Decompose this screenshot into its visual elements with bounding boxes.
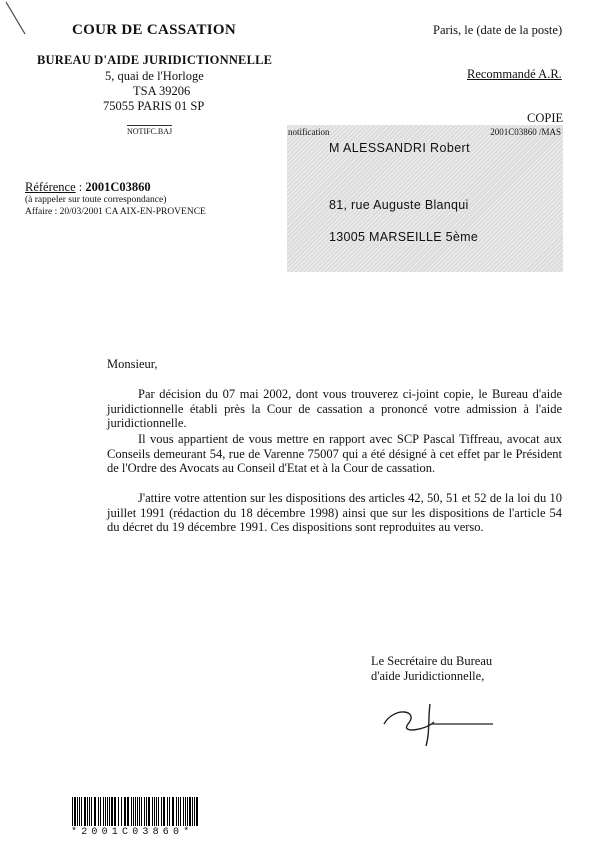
barcode-bar — [100, 797, 101, 826]
barcode-bar — [133, 797, 134, 826]
city-date: Paris, le (date de la poste) — [433, 23, 563, 37]
salutation: Monsieur, — [107, 357, 158, 371]
barcode-bar — [178, 797, 179, 826]
barcode-bar — [84, 797, 86, 826]
barcode-bar — [196, 797, 198, 826]
barcode-bar — [135, 797, 136, 826]
barcode-bar — [109, 797, 110, 826]
barcode-bar — [172, 797, 174, 826]
bureau-address-line1: 5, quai de l'Horloge — [105, 69, 204, 83]
signatory-title-line2: d'aide Juridictionnelle, — [371, 669, 485, 683]
barcode-bar — [103, 797, 104, 826]
address-box-label: notification — [288, 127, 330, 137]
barcode-bar — [137, 797, 138, 826]
barcode-bar — [183, 797, 184, 826]
recipient-address-box — [287, 125, 563, 272]
barcode-bar — [152, 797, 153, 826]
registered-mail-label: Recommandé A.R. — [467, 67, 562, 81]
barcode-bar — [161, 797, 162, 826]
barcode-bar — [141, 797, 142, 826]
barcode-bar — [154, 797, 155, 826]
barcode-bar — [163, 797, 165, 826]
reference-number: 2001C03860 — [85, 180, 151, 194]
court-name: COUR DE CASSATION — [72, 22, 237, 38]
reference-line — [25, 180, 151, 195]
barcode-bar — [79, 797, 80, 826]
reference-label: Référence — [25, 180, 76, 194]
barcode-bar — [121, 797, 122, 826]
reference-separator: : — [75, 180, 86, 194]
barcode-bar — [156, 797, 157, 826]
copy-label: COPIE — [527, 111, 564, 125]
barcode-bar — [94, 797, 96, 826]
address-box-reference: 2001C03860 /MAS — [490, 127, 561, 137]
barcode-bar — [124, 797, 126, 826]
barcode-bar — [81, 797, 82, 826]
case-line: Affaire : 20/03/2001 CA AIX-EN-PROVENCE — [25, 207, 206, 217]
barcode-bar — [87, 797, 88, 826]
barcode-bar — [187, 797, 188, 826]
barcode-bar — [114, 797, 116, 826]
recipient-street: 81, rue Auguste Blanqui — [329, 198, 469, 212]
letter-paragraph-2: Il vous appartient de vous mettre en rapport avec SCP Pascal Tiffreau, avocat aux Conseils demeurant 54, rue de Varenne 75007 qui a été désigné à cet effet par le Président de l'Ordre des Avocats au Conseil d'Etat et à la Cour de cassation. — [107, 432, 562, 476]
barcode-bar — [77, 797, 78, 826]
barcode-bar — [127, 797, 129, 826]
barcode-bar — [107, 797, 108, 826]
barcode-bar — [131, 797, 132, 826]
bureau-address-line3: 75055 PARIS 01 SP — [103, 99, 205, 113]
signatory-title — [371, 654, 492, 684]
barcode-bar — [167, 797, 168, 826]
barcode-bar — [111, 797, 113, 826]
recipient-city: 13005 MARSEILLE 5ème — [329, 230, 479, 244]
barcode-bar — [185, 797, 186, 826]
barcode-bar — [192, 797, 193, 826]
barcode-bar — [105, 797, 106, 826]
barcode-bar — [118, 797, 119, 826]
notification-code: NOTIFC.BAJ — [127, 127, 173, 136]
letter-paragraph-1: Par décision du 07 mai 2002, dont vous trouverez ci-joint copie, le Bureau d'aide juridictionnelle établi près la Cour de cassation a prononcé votre admission à l'aide juridictionnelle. — [107, 387, 562, 431]
reference-note: (à rappeler sur toute correspondance) — [25, 195, 167, 205]
bureau-address-line2: TSA 39206 — [133, 84, 191, 98]
handwritten-signature — [380, 700, 495, 748]
barcode-bar — [91, 797, 92, 826]
barcode-bar — [98, 797, 99, 826]
barcode — [72, 797, 198, 826]
corner-pen-mark — [0, 0, 30, 36]
barcode-bar — [158, 797, 159, 826]
barcode-bar — [169, 797, 170, 826]
letter-paragraph-3: J'attire votre attention sur les dispositions des articles 42, 50, 51 et 52 de la loi du 10 juillet 1991 (rédaction du 18 décembre 1998) ainsi que sur les dispositions de l'article 54 du décret du 19 décembre 1991. Ces dispositions sont reproduites au verso. — [107, 491, 562, 535]
barcode-bar — [144, 797, 145, 826]
barcode-bar — [189, 797, 191, 826]
barcode-bar — [146, 797, 147, 826]
barcode-bar — [139, 797, 140, 826]
barcode-bar — [72, 797, 73, 826]
barcode-text: *2001C03860* — [71, 827, 194, 838]
barcode-bar — [148, 797, 150, 826]
barcode-bar — [176, 797, 177, 826]
barcode-bar — [194, 797, 195, 826]
barcode-bar — [180, 797, 181, 826]
recipient-name: M ALESSANDRI Robert — [329, 141, 470, 155]
barcode-bar — [89, 797, 90, 826]
bureau-name: BUREAU D'AIDE JURIDICTIONNELLE — [37, 53, 273, 67]
signatory-title-line1: Le Secrétaire du Bureau — [371, 654, 493, 668]
barcode-bar — [74, 797, 76, 826]
